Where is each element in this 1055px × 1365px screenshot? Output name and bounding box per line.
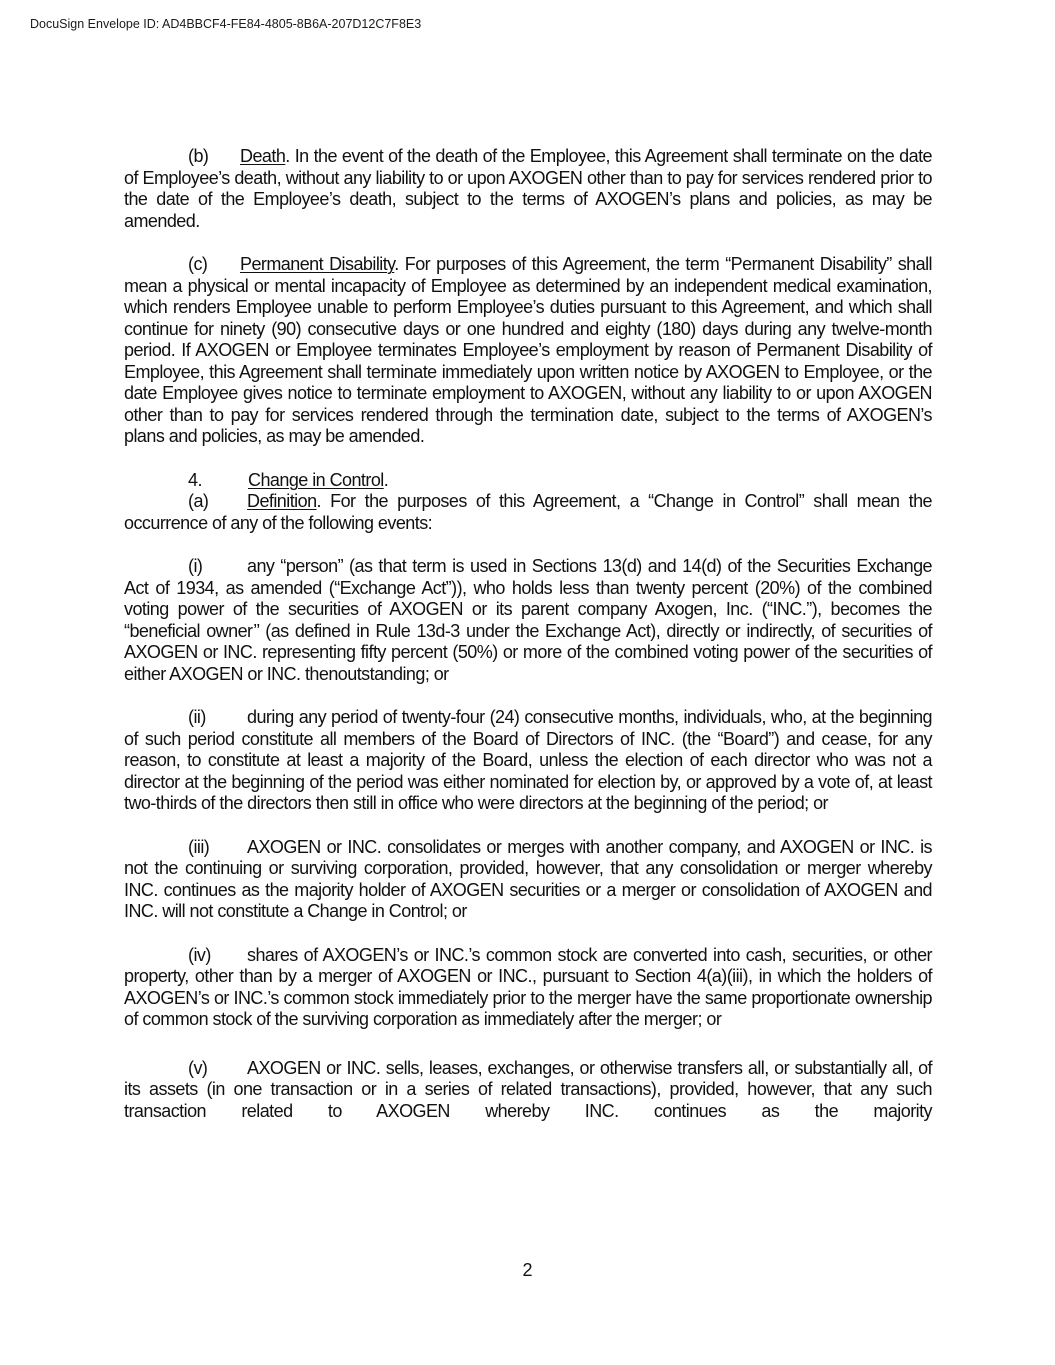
section-title: Permanent Disability (240, 254, 395, 274)
page-number: 2 (522, 1260, 533, 1280)
title-punctuation: . (394, 254, 405, 274)
section-title: Definition (247, 491, 317, 511)
clause-text: shares of AXOGEN’s or INC.’s common stock are converted into cash, securities, or other property, other than by a merger of AXOGEN or INC., pursuant to Section 4(a)(iii), in which the holders of AXOGEN’s or INC.’s common stock immediately prior to the merger have the same proportionate ownership of common stock of the surviving corporation as immediately after the merger; or (124, 944, 932, 1029)
section-label: (b) (188, 146, 209, 166)
clause-text: AXOGEN or INC. consolidates or merges with another company, and AXOGEN or INC. is not the continuing or surviving corporation, provided, however, that any consolidation or merger whereby INC. continues as the majority holder of AXOGEN securities or a merger or consolidation of AXOGEN and INC. will not constitute a Change in Control; or (124, 836, 932, 921)
section-text: For the purposes of this Agreement, a “Change in Control” shall mean the occurrence of any of the following events: (124, 491, 933, 533)
clause-iii (124, 837, 932, 923)
clause-label: (ii) (188, 707, 206, 727)
section-text: In the event of the death of the Employee, this Agreement shall terminate on the date of Employee’s death, without any liability to or upon AXOGEN other than to pay for services rendered prior to the date of the Employee’s death, subject to the terms of AXOGEN’s plans and policies, as may be amended. (124, 146, 933, 231)
section-b-death (124, 146, 932, 232)
section-title: Death (240, 146, 286, 166)
clause-text: during any period of twenty-four (24) consecutive months, individuals, who, at the beginning of such period constitute all members of the Board of Directors of INC. (the “Board”) and cease, for any reason, to constitute at least a majority of the Board, unless the election of each director who was not a director at the beginning of the period was either nominated for election by, or approved by a vote of, at least two-thirds of the directors then still in office who were directors at the beginning of the period; or (124, 707, 932, 813)
title-punctuation: . (285, 146, 295, 166)
section-c-permanent-disability (124, 254, 932, 448)
title-punctuation: . (316, 491, 331, 511)
section-label: (c) (188, 254, 208, 274)
clause-label: (iii) (188, 836, 210, 857)
section-4-heading (124, 470, 932, 492)
section-text: For purposes of this Agreement, the term “Permanent Disability” shall mean a physical or mental incapacity of Employee as determined by an independent medical examination, which renders Employee unable to perform Employee’s duties pursuant to this Agreement, and which shall continue for ninety (90) consecutive days or one hundred and eighty (180) days during any twelve-month period. If AXOGEN or Employee terminates Employee’s employment by reason of Permanent Disability of Employee, this Agreement shall terminate immediately upon written notice by AXOGEN to Employee, or the date Employee gives notice to terminate employment to AXOGEN, without any liability to or upon AXOGEN other than to pay for services rendered through the termination date, subject to the terms of AXOGEN’s plans and policies, as may be amended. (124, 254, 932, 446)
section-title: Change in Control (248, 469, 384, 490)
clause-i (124, 556, 932, 685)
clause-v (124, 1058, 932, 1123)
clause-text: AXOGEN or INC. sells, leases, exchanges, or otherwise transfers all, or substantially all, of its assets (in one transaction or in a series of related transactions), provided, however, that any such transaction related to AXOGEN whereby INC. continues as the majority (124, 1057, 932, 1121)
section-a-definition (124, 491, 932, 534)
docusign-envelope-id: DocuSign Envelope ID: AD4BBCF4-FE84-4805-8B6A-207D12C7F8E3 (30, 17, 422, 31)
clause-label: (i) (188, 556, 203, 576)
clause-text: any “person” (as that term is used in Sections 13(d) and 14(d) of the Securities Exchange Act of 1934, as amended (“Exchange Act”)), who holds less than twenty percent (20%) of the combined voting power of the securities of AXOGEN or its parent company Axogen, Inc. (“INC.”), becomes the “beneficial owner’’ (as defined in Rule 13d-3 under the Exchange Act), directly or indirectly, of securities of AXOGEN or INC. representing fifty percent (50%) or more of the combined voting power of the securities of either AXOGEN or INC. thenoutstanding; or (124, 556, 932, 684)
clause-label: (v) (188, 1057, 208, 1078)
title-punctuation: . (383, 469, 389, 490)
clause-iv (124, 945, 932, 1031)
clause-ii (124, 707, 932, 815)
section-number: 4. (188, 469, 202, 490)
clause-label: (iv) (188, 944, 211, 965)
section-label: (a) (188, 491, 209, 511)
document-body (124, 146, 932, 1122)
